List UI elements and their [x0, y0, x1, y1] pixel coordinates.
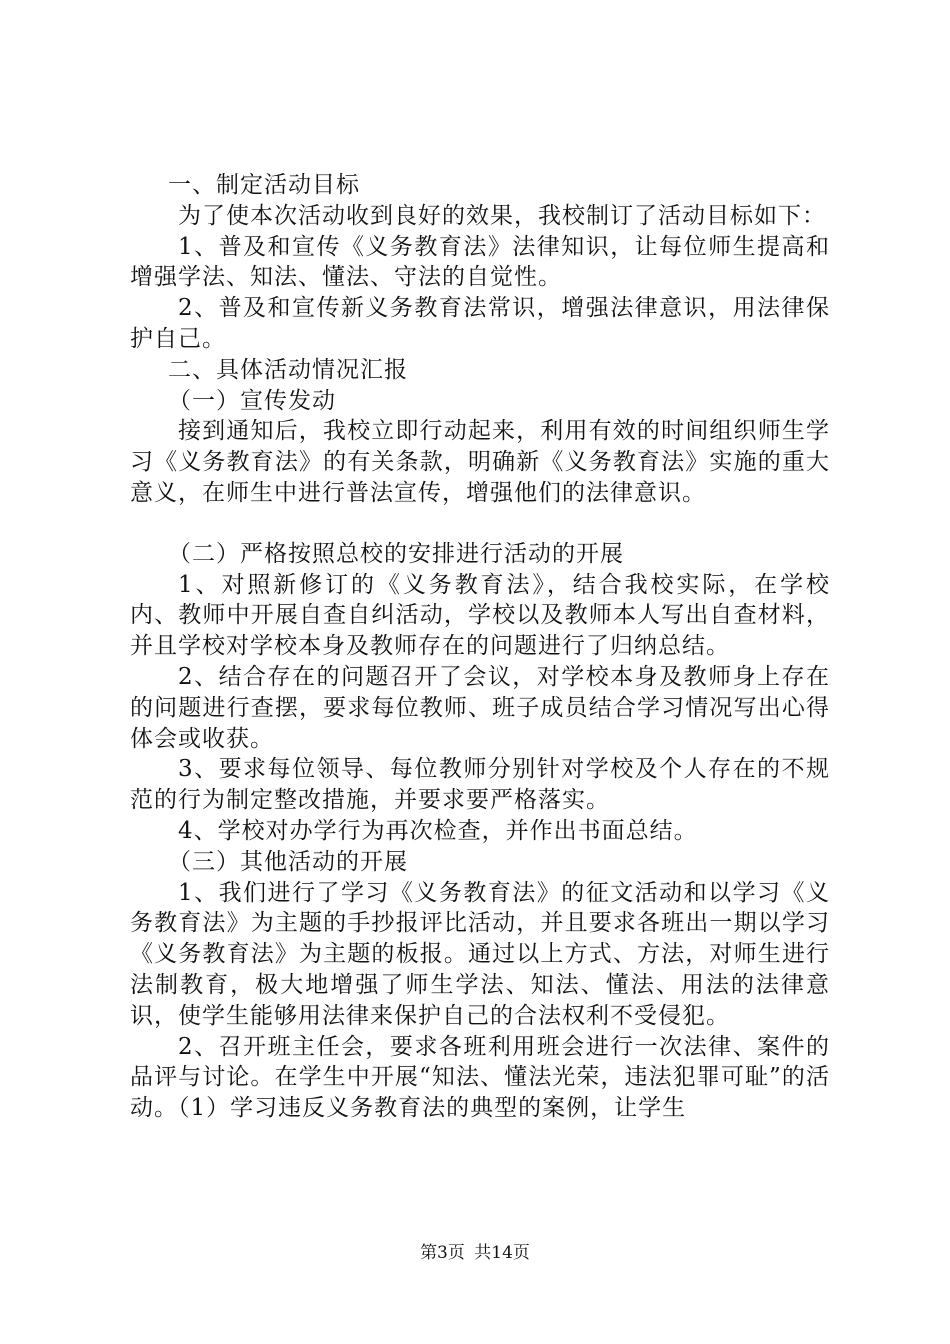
- subsection-heading-3: （三）其他活动的开展: [168, 848, 408, 875]
- subsection-heading-2: （二）严格按照总校的安排进行活动的开展: [168, 540, 624, 567]
- list-item-goal-2: 2、普及和宣传新义务教育法常识，增强法律意识，用法律保护自己。: [130, 295, 830, 352]
- paragraph: 为了使本次活动收到良好的效果，我校制订了活动目标如下：: [178, 202, 826, 229]
- list-item-activity-2: 2、结合存在的问题召开了会议，对学校本身及教师身上存在的问题进行查摆，要求每位教师、班子成员结合学习情况写出心得体会或收获。: [130, 663, 830, 752]
- list-item-activity-4: 4、学校对办学行为再次检查，并作出书面总结。: [178, 817, 698, 844]
- list-item-activity-3: 3、要求每位领导、每位教师分别针对学校及个人存在的不规范的行为制定整改措施，并要求要严格落实。: [130, 756, 830, 814]
- paragraph: 接到通知后，我校立即行动起来，利用有效的时间组织师生学习《义务教育法》的有关条款，明确新《义务教育法》实施的重大意义，在师生中进行普法宣传，增强他们的法律意识。: [130, 418, 830, 506]
- list-item-goal-1: 1、普及和宣传《义务教育法》法律知识，让每位师生提高和增强学法、知法、懂法、守法的自觉性。: [130, 233, 830, 291]
- document-body: [130, 170, 830, 1124]
- list-item-other-2: 2、召开班主任会，要求各班利用班会进行一次法律、案件的品评与讨论。在学生中开展“知法、懂法光荣，违法犯罪可耻”的活动。（1）学习违反义务教育法的典型的案例，让学生: [130, 1033, 830, 1122]
- page-total: 共14页: [474, 1243, 530, 1263]
- subsection-heading-1: （一）宣传发动: [168, 387, 336, 414]
- page-number: 第3页: [420, 1243, 465, 1263]
- list-item-activity-1: 1、对照新修订的《义务教育法》，结合我校实际，在学校内、教师中开展自查自纠活动，学校以及教师本人写出自查材料，并且学校对学校本身及教师存在的问题进行了归纳总结。: [130, 571, 830, 660]
- page-footer: [0, 1242, 950, 1264]
- list-item-other-1: 1、我们进行了学习《义务教育法》的征文活动和以学习《义务教育法》为主题的手抄报评比活动，并且要求各班出一期以学习《义务教育法》为主题的板报。通过以上方式、方法，对师生进行法制教育，极大地增强了师生学法、知法、懂法、用法的法律意识，使学生能够用法律来保护自己的合法权利不受侵犯。: [130, 879, 830, 1029]
- section-heading-2: 二、具体活动情况汇报: [168, 356, 408, 383]
- section-heading-1: 一、制定活动目标: [168, 172, 360, 198]
- paragraph-gap: [130, 509, 830, 539]
